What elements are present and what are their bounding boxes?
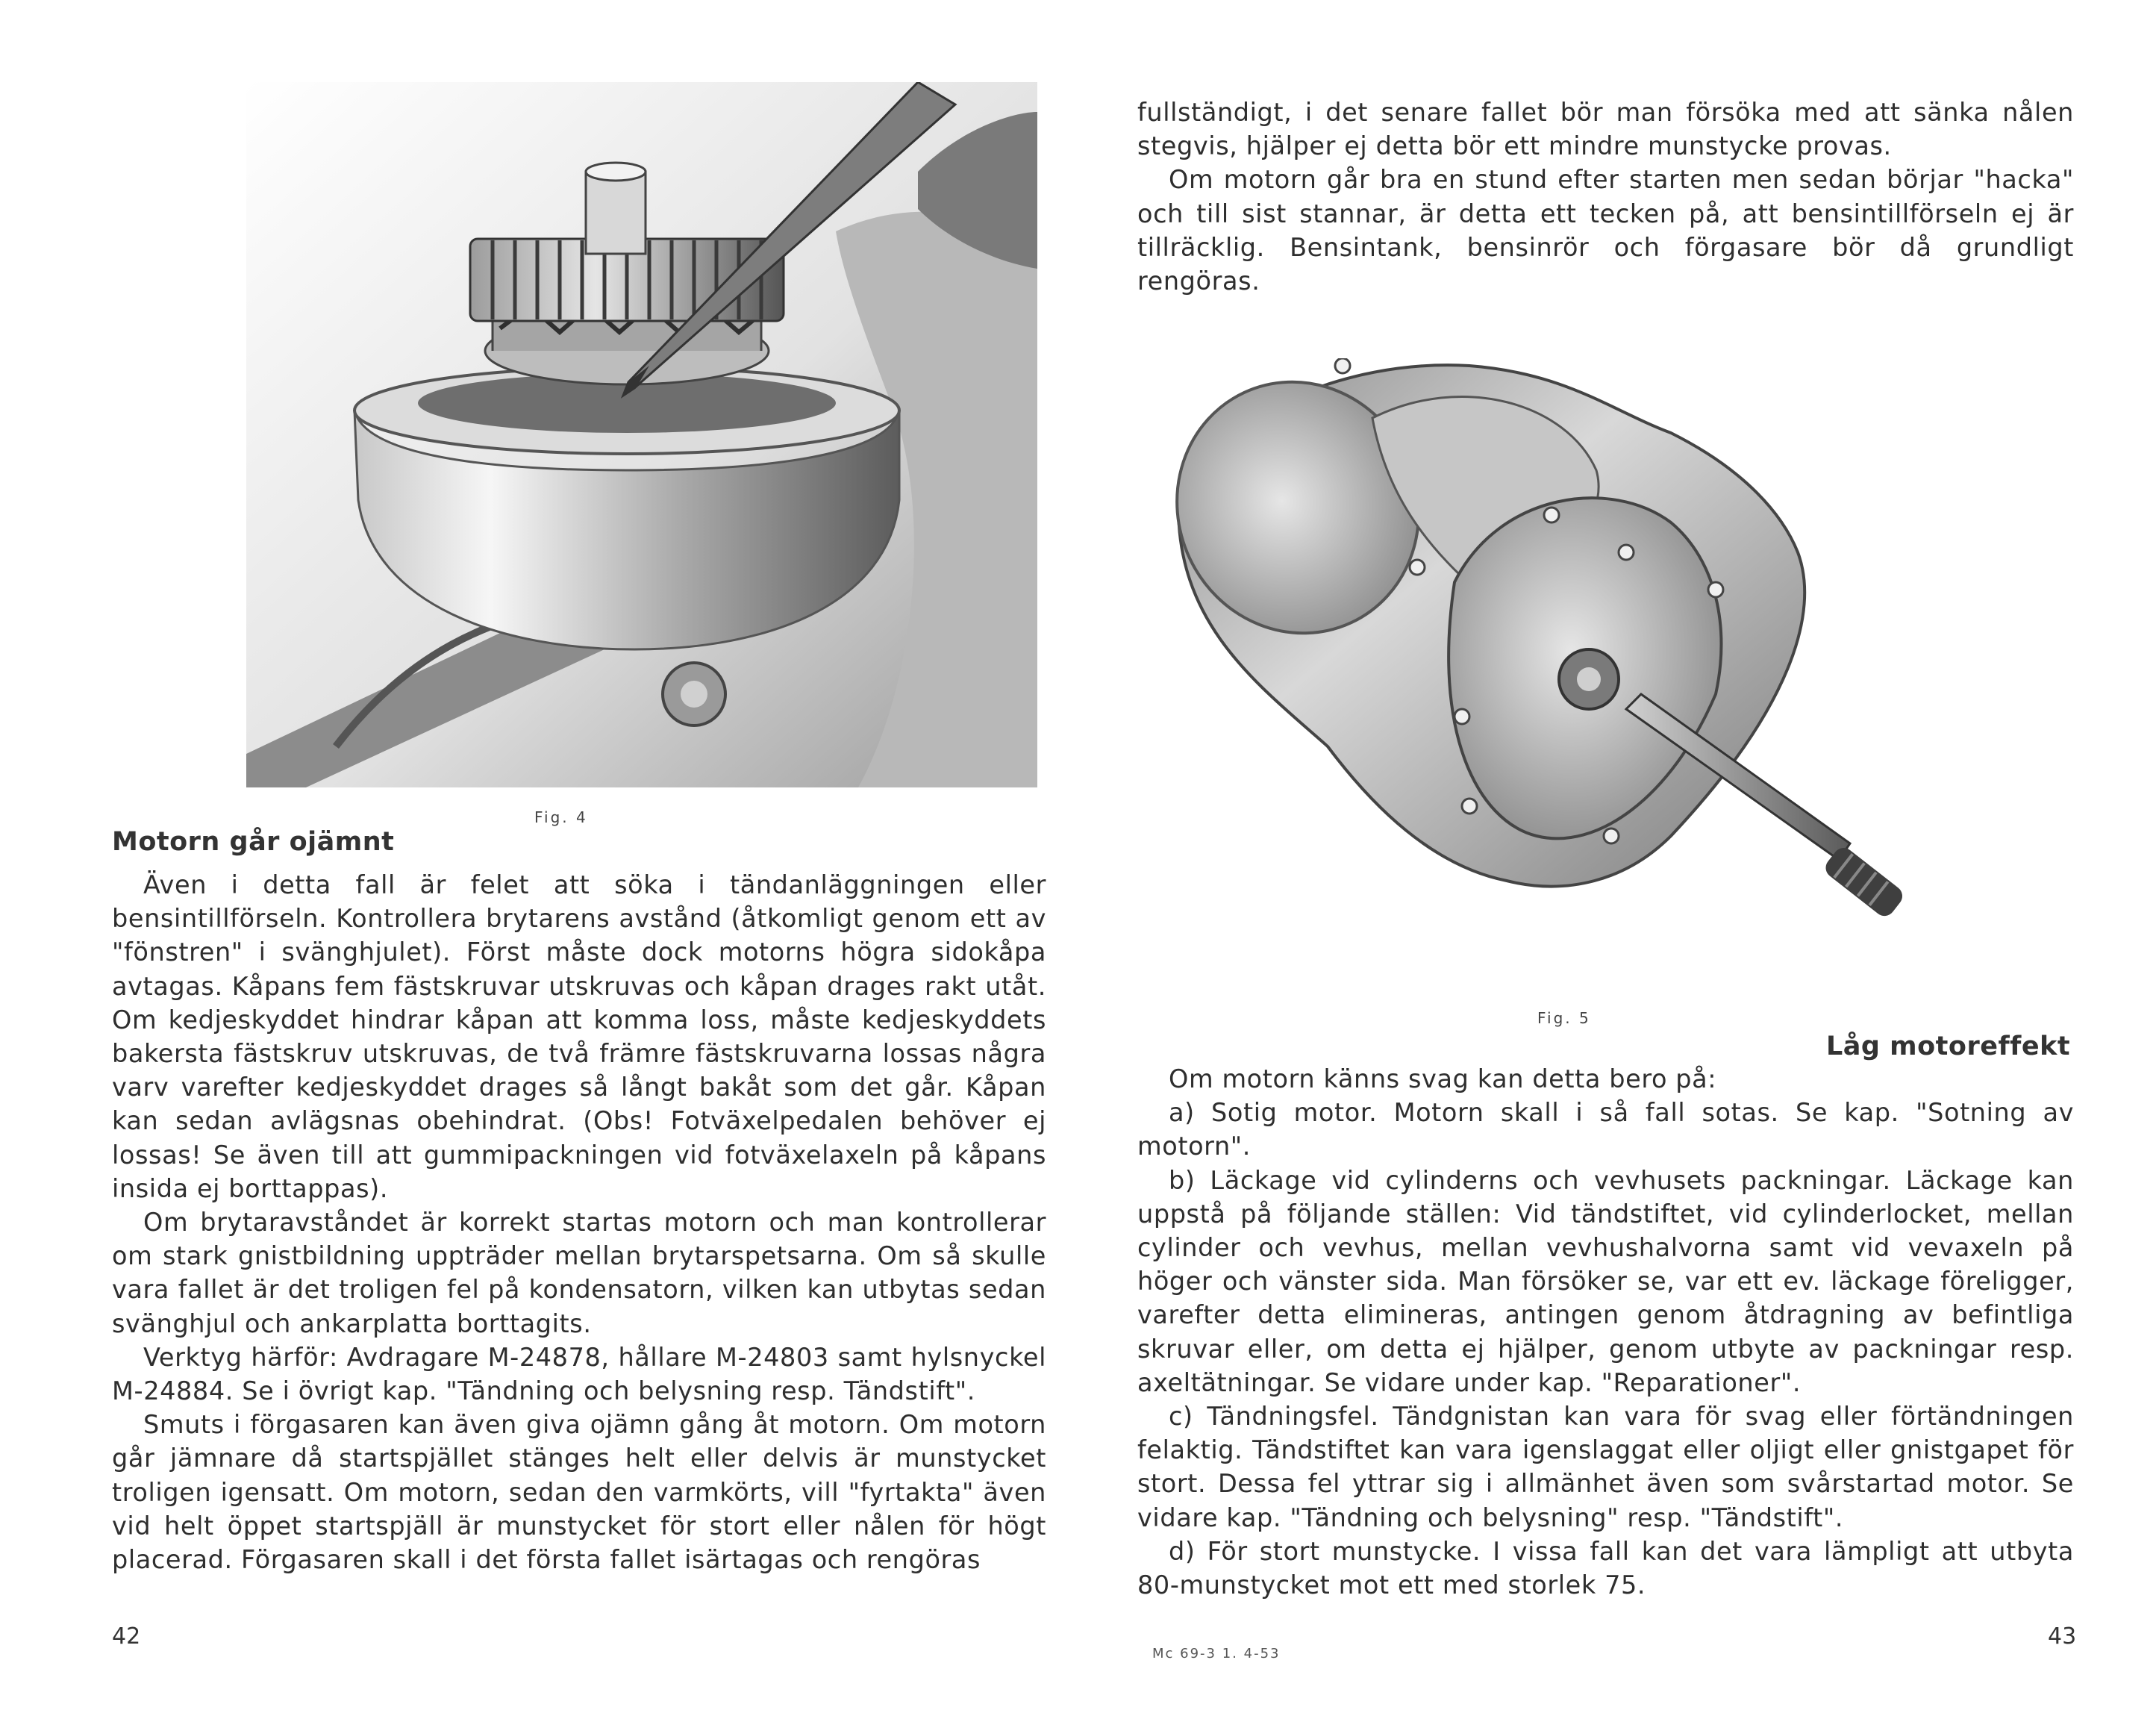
right-page [1078, 0, 2155, 1710]
section-heading-lag-motoreffekt: Låg motoreffekt [1826, 1032, 2071, 1061]
paragraph: Verktyg härför: Avdragare M-24878, hållare M-24803 samt hylsnyckel M-24884. Se i övrigt kap. "Tändning och belysning resp. Tändstift". [112, 1342, 1046, 1406]
paragraph: a) Sotig motor. Motorn skall i så fall sotas. Se kap. "Sotning av motorn". [1137, 1098, 2074, 1161]
figure-5-caption: Fig. 5 [1537, 1009, 1591, 1027]
footer-print-code: Mc 69-3 1. 4-53 [1152, 1646, 1281, 1661]
left-body-text [112, 868, 1046, 1576]
paragraph: fullständigt, i det senare fallet bör man försöka med att sänka nålen stegvis, hjälper ej detta bör ett mindre munstycke provas. [1137, 98, 2074, 161]
section-heading-motorn-gar-ojamnt: Motorn går ojämnt [112, 827, 395, 857]
paragraph: Smuts i förgasaren kan även giva ojämn gång åt motorn. Om motorn går jämnare då startspjället stänges helt eller delvis är munstycket troligen igensatt. Om motorn, sedan den varmkörts, vill "fyrtakta" även vid helt öppet startspjäll är munstycket för stort eller nålen för högt placerad. Förgasaren skall i det första fallet isärtagas och rengöras [112, 1410, 1046, 1575]
paragraph: Om motorn går bra en stund efter starten men sedan börjar "hacka" och till sist stannar, är detta ett tecken på, att bensintillförseln ej är tillräcklig. Bensintank, bensinrör och förgasare bör då grundligt rengöras. [1137, 165, 2074, 296]
paragraph: c) Tändningsfel. Tändgnistan kan vara för svag eller förtändningen felaktig. Tändstiftet kan vara igenslaggat eller oljigt eller gnistgapet för stort. Dessa fel yttrar sig i allmänhet även som svårstartad motor. Se vidare kap. "Tändning och belysning" resp. "Tändstift". [1137, 1402, 2074, 1532]
paragraph: b) Läckage vid cylinderns och vevhusets packningar. Läckage kan uppstå på följande ställen: Vid tändstiftet, vid cylinderlocket, mellan cylinder och vevhus, mellan vevhushalvorna samt vid vevaxeln på höger och vänster sida. Man försöker se, var ett ev. läckage föreligger, varefter detta elimineras, antingen genom åtdragning av befintliga skruvar eller, om detta ej hjälper, genom utbyte av packningar resp. axeltätningar. Se vidare under kap. "Reparationer". [1137, 1165, 2074, 1397]
figure-4-caption: Fig. 4 [534, 808, 588, 826]
flywheel-puller-illustration [246, 82, 1037, 787]
paragraph: d) För stort munstycke. I vissa fall kan det vara lämpligt att utbyta 80-munstycket mot ett med storlek 75. [1137, 1536, 2074, 1600]
right-body-text [1137, 1062, 2074, 1602]
paragraph: Även i detta fall är felet att söka i tändanläggningen eller bensintillförseln. Kontrollera brytarens avstånd (åtkomligt genom ett av "fönstren" i svänghjulet). Först måste dock motorns högra sidokåpa avtagas. Kåpans fem fästskruvar utskruvas och kåpan drages rakt utåt. Om kedjeskyddet hindrar kåpan att komma loss, måste kedjeskyddets bakersta fästskruv utskruvas, de två främre fästskruvarna lossas några varv varefter kedjeskyddet drages så långt bakåt som det går. Kåpan kan sedan avlägsnas obehindrat. (Obs! Fotväxelpedalen behöver ej lossas! Se även till att gummipackningen vid fotväxelaxeln på kåpans insida ej borttappas). [112, 870, 1046, 1203]
figure-4-image [246, 82, 1037, 787]
right-top-text [1137, 96, 2074, 298]
paragraph: Om motorn känns svag kan detta bero på: [1169, 1064, 1717, 1093]
figure-5-image [1149, 358, 1921, 955]
paragraph: Om brytaravståndet är korrekt startas motorn och man kontrollerar om stark gnistbildning uppträder mellan brytarspetsarna. Om så skulle vara fallet är det troligen fel på kondensatorn, vilken kan utbytas sedan svänghjul och ankarplatta borttagits. [112, 1208, 1046, 1338]
crankcase-side-cover-illustration [1149, 358, 1921, 955]
page-number: 42 [112, 1623, 141, 1650]
page-number: 43 [2048, 1623, 2077, 1650]
